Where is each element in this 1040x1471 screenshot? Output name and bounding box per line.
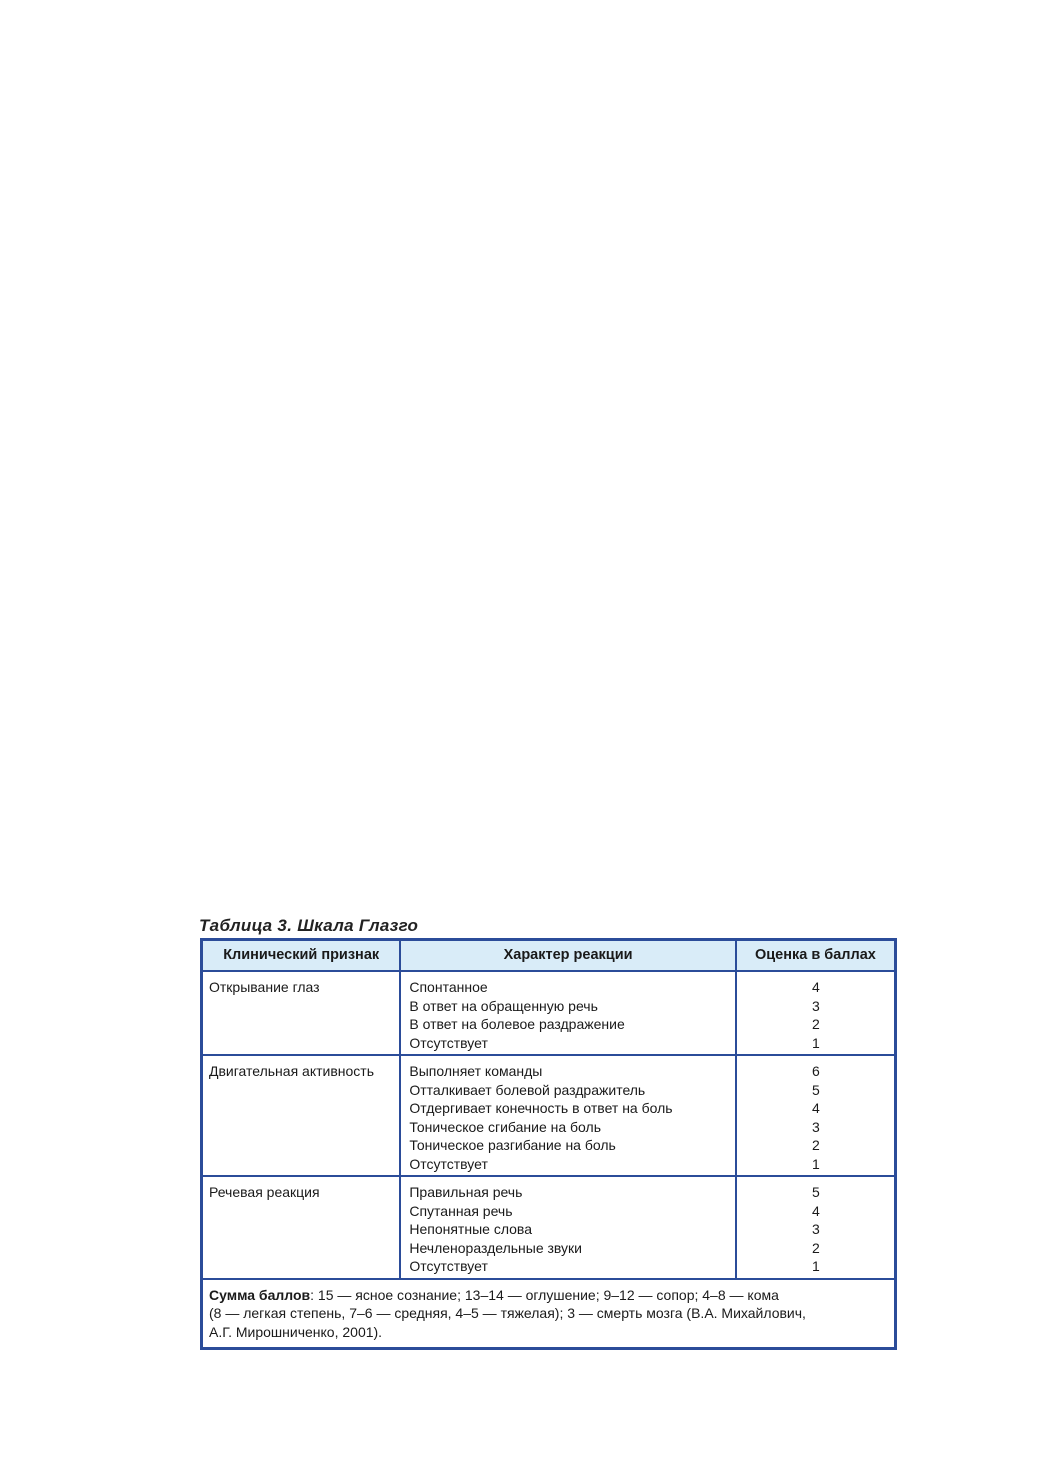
response-text: Отдергивает конечность в ответ на боль [409,1100,673,1116]
score-cell [736,1176,896,1279]
header-clinical-sign: Клинический признак [202,940,401,972]
summary-line-2: (8 — легкая степень, 7–6 — средняя, 4–5 — тяжелая); 3 — смерть мозга (В.А. Михайлович, [209,1305,806,1321]
summary-label: Сумма баллов [209,1286,311,1303]
summary-line-3: А.Г. Мирошниченко, 2001). [209,1323,383,1340]
response-text: Правильная речь [409,1184,523,1200]
sign-label: Открывание глаз [209,979,320,995]
response-text: Отсутствует [409,1034,488,1051]
score-value: 2 [812,1016,820,1032]
glasgow-scale-table [200,938,897,1350]
score-value: 5 [812,1081,820,1098]
table-summary-row [202,1279,896,1349]
score-value: 1 [812,1155,820,1172]
table-header-row [202,940,896,972]
summary-text: : 15 — ясное сознание; 13–14 — оглушение; 9–12 — сопор; 4–8 — кома [310,1286,779,1303]
sign-cell [202,971,401,1055]
response-text: Тоническое разгибание на боль [409,1137,616,1153]
response-text: Отсутствует [409,1258,488,1274]
table-row-motor-activity [202,1055,896,1176]
response-text: Выполняет команды [409,1063,543,1079]
response-cell [400,1055,735,1176]
score-value: 3 [812,1221,820,1237]
response-text: Тоническое сгибание на боль [409,1118,601,1135]
response-text: Нечленораздельные звуки [409,1239,583,1256]
response-text: В ответ на обращенную речь [409,997,598,1014]
summary-cell [202,1279,896,1349]
sign-label: Речевая реакция [209,1184,320,1200]
score-cell [736,971,896,1055]
response-cell [400,971,735,1055]
table-caption: Таблица 3. Шкала Глазго [199,916,419,935]
score-value: 4 [812,979,820,995]
summary-line-1 [209,1286,888,1305]
sign-cell [202,1055,401,1176]
response-text: Отталкивает болевой раздражитель [409,1081,646,1098]
score-value: 5 [812,1184,820,1200]
score-value: 1 [812,1034,820,1051]
score-value: 4 [812,1202,820,1219]
score-value: 2 [812,1137,820,1153]
score-value: 3 [812,997,820,1014]
header-reaction-type: Характер реакции [400,940,735,972]
score-value: 6 [812,1063,820,1079]
response-text: Спонтанное [409,979,488,995]
sign-cell [202,1176,401,1279]
response-cell [400,1176,735,1279]
header-score: Оценка в баллах [736,940,896,972]
response-text: Спутанная речь [409,1202,513,1219]
score-value: 4 [812,1100,820,1116]
response-text: В ответ на болевое раздражение [409,1016,625,1032]
sign-label: Двигательная активность [209,1063,375,1079]
response-text: Непонятные слова [409,1221,532,1237]
score-cell [736,1055,896,1176]
score-value: 1 [812,1258,820,1274]
table-row-verbal-response [202,1176,896,1279]
table-row-eye-opening [202,971,896,1055]
score-value: 2 [812,1239,820,1256]
score-value: 3 [812,1118,820,1135]
response-text: Отсутствует [409,1155,488,1172]
